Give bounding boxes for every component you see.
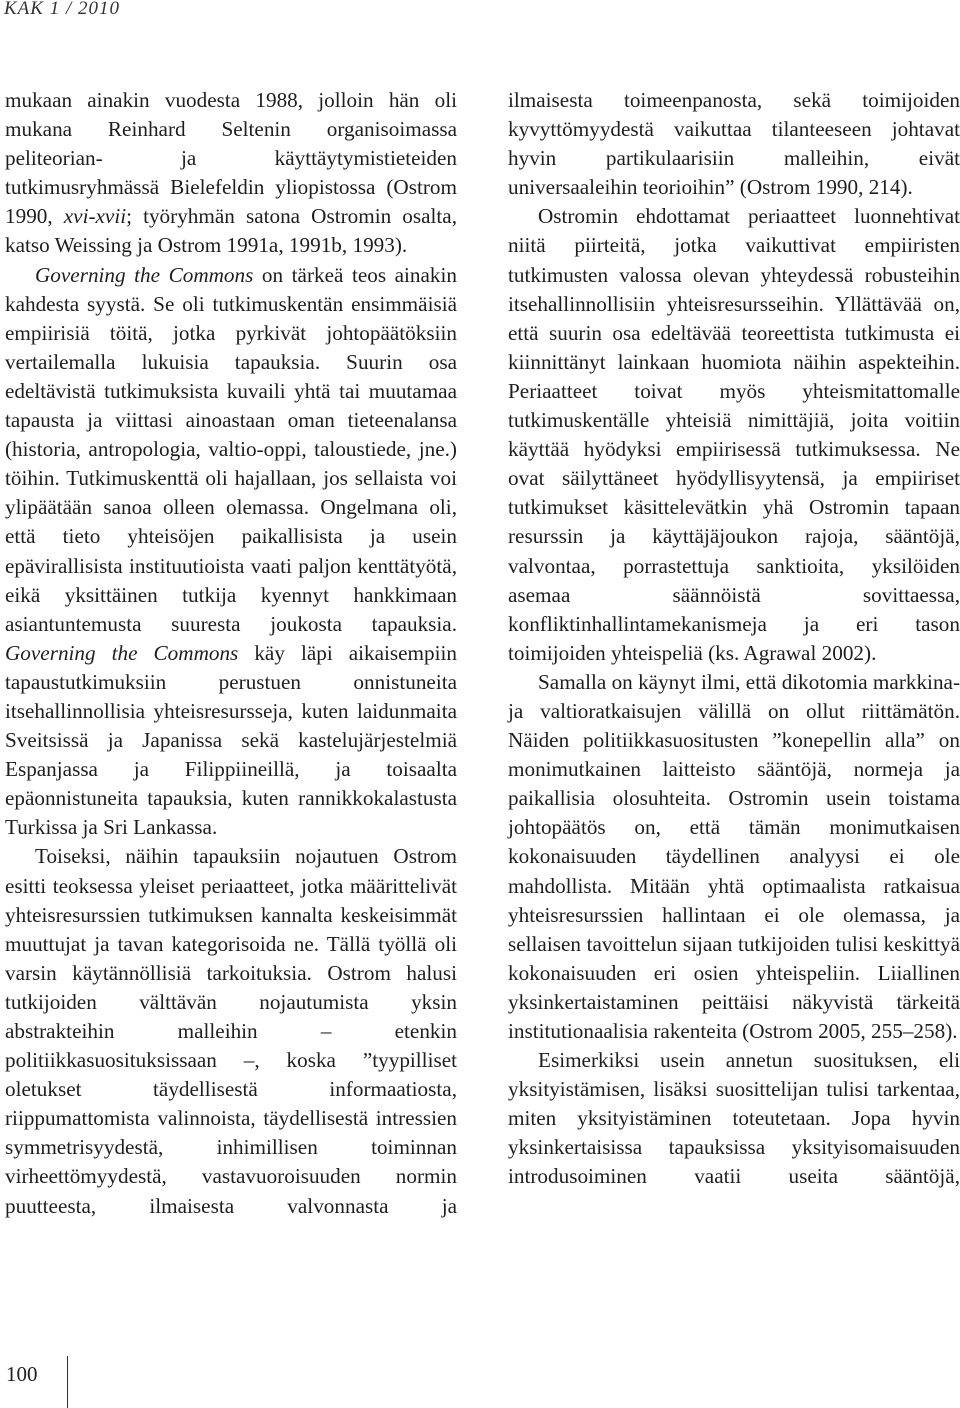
- paragraph: [5, 261, 457, 843]
- right-column: [508, 86, 960, 1192]
- paragraph: [508, 202, 960, 668]
- running-head: KAK 1 / 2010: [4, 0, 120, 19]
- text-run: ; työryhmän satona Ostromin osalta, katso Weissing ja Ostrom 1991a, 1991b, 1993).: [5, 204, 458, 258]
- left-column: [5, 86, 457, 1221]
- text-run: Ostromin ehdottamat periaatteet luonnehtivat niitä piirteitä, jotka vaikuttivat empiiristen tutkimusten valossa olevan yhteydessä robusteihin itsehallinnollisiin yhteisresursseihin. Yllättävää on, että suurin osa edeltävää teoreettista tutkimusta ei kiinnittänyt lainkaan huomiota näihin aspekteihin. Periaatteet toivat myös yhteismitattomalle tutkimuskentälle yhteisiä nimittäjiä, joita voitiin käyttää hyödyksi empiirisessä tutkimuksessa. Ne ovat säilyttäneet hyödyllisyytensä, ja empiiriset tutkimukset käsittelevätkin yhä Ostromin tapaan resurssin ja käyttäjäjoukon rajoja, sääntöjä, valvontaa, porrastettuja sanktioita, yksilöiden asemaa säännöistä sovittaessa, konfliktinhallintamekanismeja ja eri tason toimijoiden yhteispeliä (ks. Agrawal 2002).: [508, 204, 960, 665]
- paragraph: [5, 842, 457, 1220]
- text-run-italic: xvi-xvii: [63, 204, 127, 229]
- text-run: Samalla on käynyt ilmi, että dikotomia markkina- ja valtioratkaisujen välillä on ollut riittämätön. Näiden politiikkasuositusten ”konepellin alla” on monimutkainen laitteisto sääntöjä, normeja ja paikallisia olosuhteita. Ostromin usein toistama johtopäätös on, että tämän monimutkaisen kokonaisuuden täydellinen analyysi ei ole mahdollista. Mitään yhtä optimaalista ratkaisua yhteisresurssien hallintaan ei ole olemassa, ja sellaisen tavoittelun sijaan tutkijoiden tulisi keskittyä kokonaisuuden eri osien yhteispeliin. Liiallinen yksinkertaistaminen peittäisi näkyvistä tärkeitä institutionaalisia rakenteita (Ostrom 2005, 255–258).: [508, 669, 960, 1043]
- paragraph: [508, 1046, 960, 1191]
- text-run: käy läpi aikaisempiin tapaustutkimuksiin perustuen onnistuneita itsehallinnollisia yhteisresursseja, kuten laidunmaita Sveitsissä ja Japanissa sekä kastelujärjestelmiä Espanjassa ja Filippiineillä, ja toisaalta epäonnistuneita tapauksia, kuten rannikkokalastusta Turkissa ja Sri Lankassa.: [5, 640, 457, 840]
- paragraph: [508, 668, 960, 1046]
- text-run: Toiseksi, näihin tapauksiin nojautuen Ostrom esitti teoksessa yleiset periaatteet, jotka määrittelivät yhteisresurssien tutkimuksen kannalta keskeisimmät muuttujat ja tavan kategorisoida ne. Tällä työllä oli varsin käytännöllisiä tarkoituksia. Ostrom halusi tutkijoiden välttävän nojautumista yksin abstrakteihin malleihin – etenkin politiikkasuosituksissaan –, koska ”tyypilliset oletukset täydellisestä informaatiosta, riippumattomista valinnoista, täydellisestä intressien symmetrisyydestä, inhimillisen toiminnan virheettömyydestä, vastavuoroisuuden normin puutteesta, ilmaisesta valvonnasta ja: [5, 844, 457, 1218]
- text-run: on tärkeä teos ainakin kahdesta syystä. Se oli tutkimuskentän ensimmäisiä empiirisiä töitä, jotka pyrkivät johtopäätöksiin vertailemalla lukuisia tapauksia. Suurin osa edeltävistä tutkimuksista kuvaili yhtä tai muutamaa tapausta ja viittasi ainoastaan oman tieteenalansa (historia, antropologia, valtio-oppi, taloustiede, jne.) töihin. Tutkimuskenttä oli hajallaan, jos sellaista voi ylipäätään sanoa olleen olemassa. Ongelmana oli, että tieto yhteisöjen paikallisista ja usein epävirallisista instituutioista vaati paljon kenttätyötä, eikä yksittäinen tutkija kyennyt hankkimaan asiantuntemusta suuresta joukosta tapauksia.: [5, 262, 458, 636]
- text-run: mukaan ainakin vuodesta 1988, jolloin hän oli mukana Reinhard Seltenin organisoimassa peliteorian- ja käyttäytymistieteiden tutkimusryhmässä Bielefeldin yliopistossa (Ostrom 1990,: [5, 88, 457, 229]
- paragraph: [5, 86, 457, 261]
- footer-divider: [67, 1356, 68, 1408]
- text-run-italic: Governing the Commons: [35, 262, 254, 287]
- text-run-italic: Governing the Commons: [5, 640, 239, 665]
- paragraph: [508, 86, 960, 202]
- page-number: 100: [6, 1362, 38, 1386]
- text-run: Esimerkiksi usein annetun suosituksen, eli yksityistämisen, lisäksi suosittelijan tulisi tarkentaa, miten yksityistäminen toteutetaan. Jopa hyvin yksinkertaisissa tapauksissa yksityisomaisuuden introdusoiminen vaatii useita sääntöjä,: [508, 1048, 960, 1189]
- text-run: ilmaisesta toimeenpanosta, sekä toimijoiden kyvyttömyydestä vaikuttaa tilanteeseen johtavat hyvin partikulaarisiin malleihin, eivät universaaleihin teorioihin” (Ostrom 1990, 214).: [508, 88, 960, 200]
